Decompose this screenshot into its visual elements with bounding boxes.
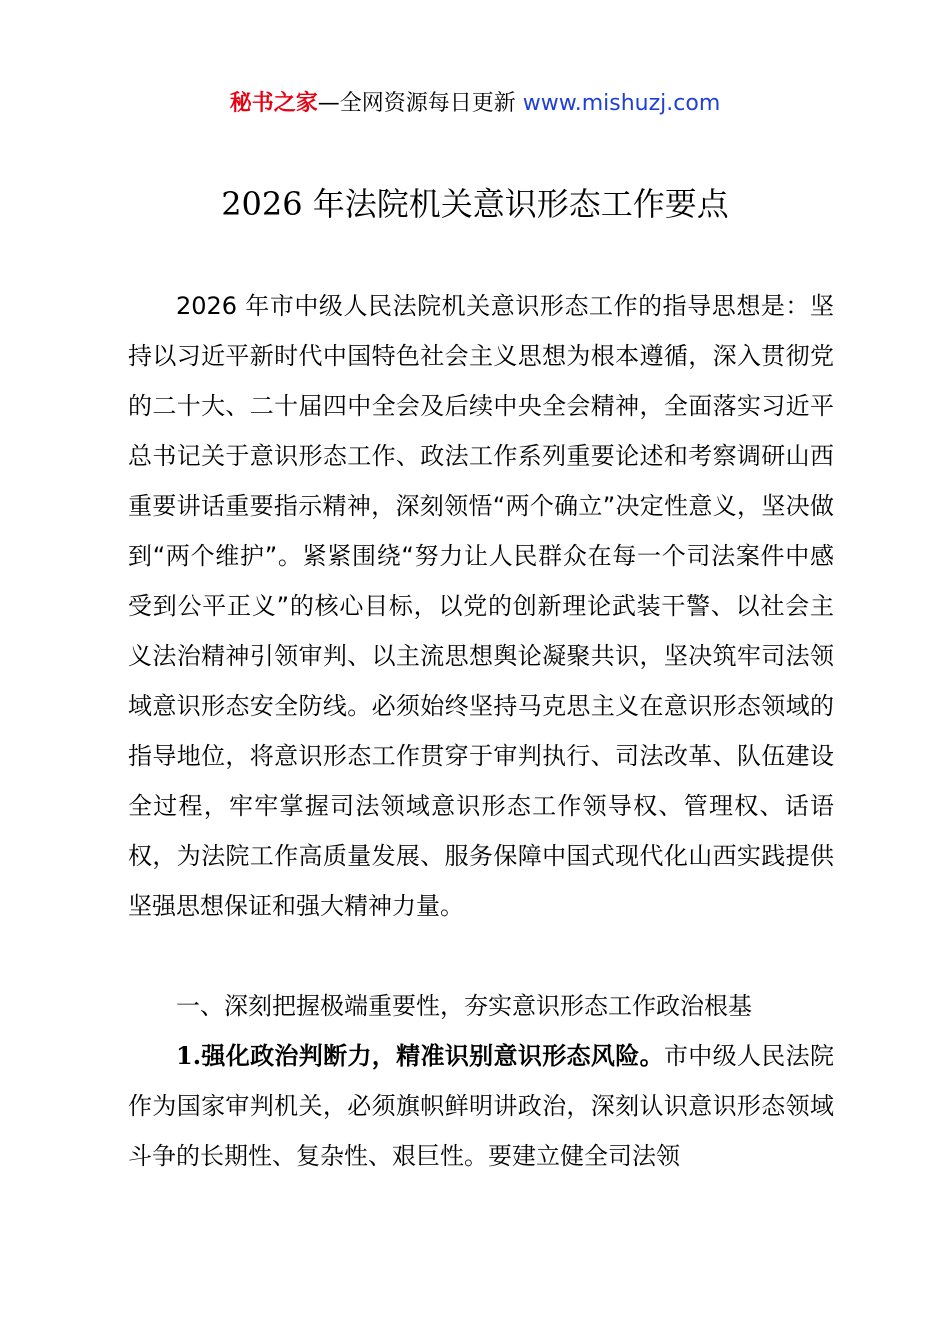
section-heading-block	[128, 981, 834, 1031]
section-one-item-block	[128, 1031, 834, 1181]
intro-paragraph: 2026 年市中级人民法院机关意识形态工作的指导思想是：坚持以习近平新时代中国特色社会主义思想为根本遵循，深入贯彻党的二十大、二十届四中全会及后续中央全会精神，全面落实习近平总书记关于意识形态工作、政法工作系列重要论述和考察调研山西重要讲话重要指示精神，深刻领悟“两个确立”决定性意义，坚决做到“两个维护”。紧紧围绕“努力让人民群众在每一个司法案件中感受到公平正义”的核心目标，以党的创新理论武装干警、以社会主义法治精神引领审判、以主流思想舆论凝聚共识，坚决筑牢司法领域意识形态安全防线。必须始终坚持马克思主义在意识形态领域的指导地位，将意识形态工作贯穿于审判执行、司法改革、队伍建设全过程，牢牢掌握司法领域意识形态工作领导权、管理权、话语权，为法院工作高质量发展、服务保障中国式现代化山西实践提供坚强思想保证和强大精神力量。	[128, 292, 834, 920]
item-one-lead: 1.强化政治判断力，精准识别意识形态风险。	[176, 1041, 664, 1070]
item-one-text: 市中级人民法院作为国家审判机关，必须旗帜鲜明讲政治，深刻认识意识形态领域斗争的长期性、复杂性、艰巨性。要建立健全司法领	[128, 1042, 834, 1170]
intro-block	[128, 281, 834, 931]
site-url-link[interactable]: www.mishuzj.com	[522, 91, 721, 116]
brand-name: 秘书之家	[229, 91, 318, 116]
section-one-item-paragraph	[128, 1031, 834, 1181]
document-title: 2026 年法院机关意识形态工作要点	[221, 185, 729, 223]
site-header	[0, 86, 950, 122]
site-slogan: —全网资源每日更新	[317, 91, 523, 116]
section-one-heading: 一、深刻把握极端重要性，夯实意识形态工作政治根基	[176, 992, 752, 1020]
